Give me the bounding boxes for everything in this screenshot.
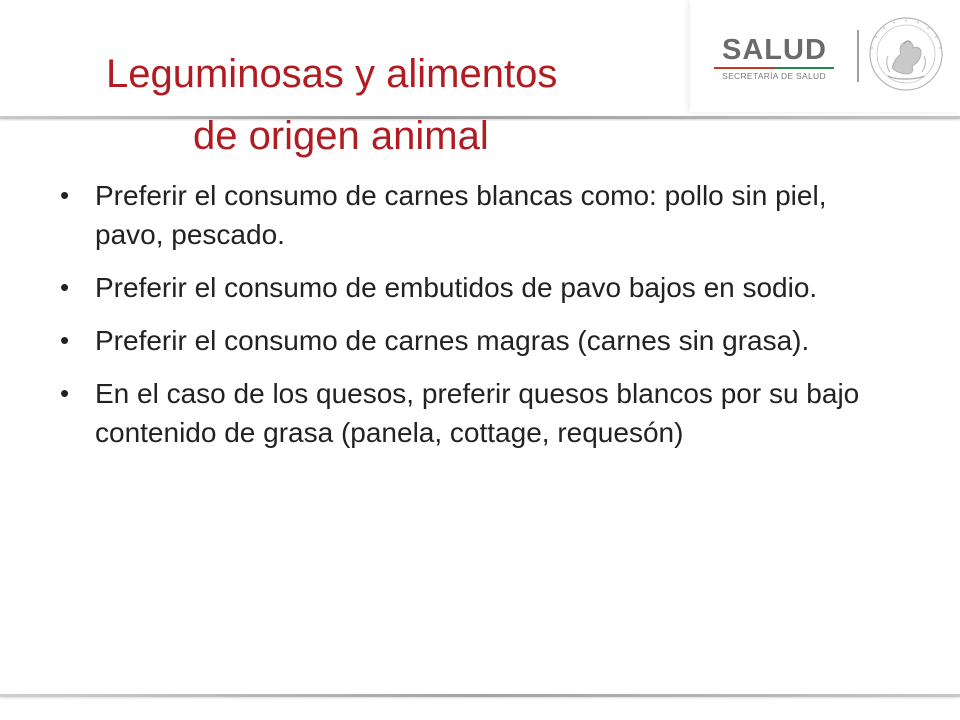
- bullet-marker: •: [60, 325, 70, 355]
- slide-title-line-2: de origen animal: [193, 114, 489, 158]
- mexico-coat-of-arms-seal-icon: [868, 16, 944, 92]
- bullet-marker: •: [60, 378, 70, 408]
- bullet-list: [0, 176, 960, 466]
- bottom-divider: [0, 694, 960, 697]
- logo-rule-green: [776, 67, 834, 69]
- salud-subtitle: SECRETARÍA DE SALUD: [722, 71, 826, 81]
- bullet-marker: •: [60, 180, 70, 210]
- logo-rule-red: [714, 67, 776, 69]
- bullet-item: [0, 268, 960, 307]
- slide-title-line-1: Leguminosas y alimentos: [106, 52, 558, 96]
- logo-separator: [857, 30, 859, 82]
- bullet-item: [0, 374, 960, 452]
- bullet-text: Preferir el consumo de embutidos de pavo bajos en sodio.: [95, 272, 818, 303]
- salud-wordmark: SALUD: [722, 34, 827, 66]
- bullet-item: [0, 321, 960, 360]
- bullet-item: [0, 176, 960, 254]
- bullet-text: Preferir el consumo de carnes magras (carnes sin grasa).: [95, 325, 810, 356]
- bullet-text: En el caso de los quesos, preferir quesos blancos por su bajo contenido de grasa (panela, cottage, requesón): [95, 378, 860, 448]
- bullet-marker: •: [60, 272, 70, 302]
- bullet-text: Preferir el consumo de carnes blancas como: pollo sin piel, pavo, pescado.: [95, 180, 827, 250]
